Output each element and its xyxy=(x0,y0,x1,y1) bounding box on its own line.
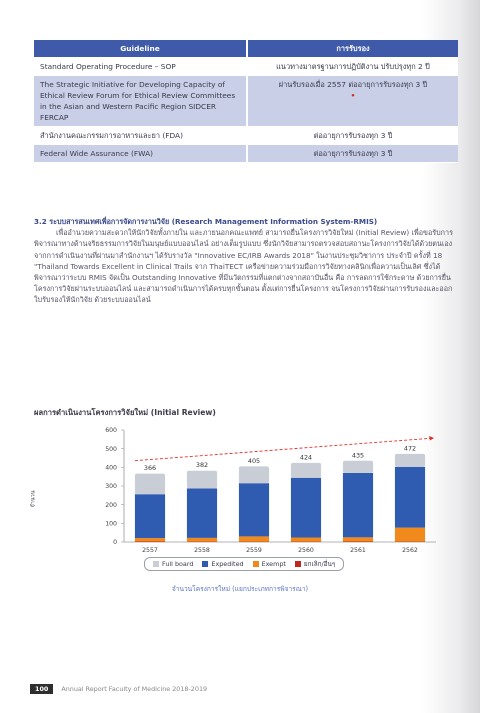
legend-item xyxy=(253,560,286,568)
y-tick-label: 600 xyxy=(105,427,117,435)
table-header-row xyxy=(34,40,458,58)
bullet-mark: • xyxy=(350,91,356,100)
bar-segment xyxy=(187,538,217,542)
y-tick-label: 0 xyxy=(113,539,117,547)
trend-line xyxy=(135,438,434,461)
bar-segment xyxy=(343,461,373,473)
guideline-cell: The Strategic Initiative for Developing Capacity of Ethical Review Forum for Ethical Review Committees in the Asian and Western Pacific Region SIDCER FERCAP xyxy=(34,76,247,127)
bar-segment xyxy=(239,483,269,536)
x-tick-label: 2561 xyxy=(350,547,366,554)
legend-label: Exempt xyxy=(261,560,286,568)
table-row xyxy=(34,58,458,76)
data-label: 405 xyxy=(247,456,261,465)
legend-label: Expedited xyxy=(211,560,244,568)
accreditation-table xyxy=(34,40,458,163)
y-tick-label: 100 xyxy=(105,520,117,528)
bar-segment xyxy=(135,538,165,541)
table-row xyxy=(34,76,458,127)
data-label: 382 xyxy=(195,461,209,470)
bar-segment xyxy=(239,466,269,483)
bar-segment xyxy=(239,536,269,541)
bar-segment xyxy=(343,537,373,541)
status-cell: แนวทางมาตรฐานการปฏิบัติงาน ปรับปรุงทุก 2 ปี xyxy=(247,58,458,76)
y-tick-label: 500 xyxy=(105,445,117,453)
bar-segment xyxy=(187,488,217,537)
footer-text: Annual Report Faculty of Medicine 2018-2019 xyxy=(61,685,208,693)
bar-segment xyxy=(343,541,373,542)
data-label: 424 xyxy=(299,453,313,462)
legend-swatch xyxy=(202,561,208,567)
rmis-section xyxy=(34,216,458,306)
status-cell: ต่ออายุการรับรองทุก 3 ปี xyxy=(247,127,458,145)
y-tick-label: 400 xyxy=(105,464,117,472)
bar-segment xyxy=(135,494,165,538)
chart-legend xyxy=(144,557,344,571)
bar-segment xyxy=(291,463,321,478)
table-row xyxy=(34,127,458,145)
header-guideline: Guideline xyxy=(34,40,247,58)
chart-title: ผลการดำเนินงานโครงการวิจัยใหม่ (Initial Review) xyxy=(34,408,216,417)
data-label: 366 xyxy=(143,464,157,473)
status-cell: ต่ออายุการรับรองทุก 3 ปี xyxy=(247,145,458,163)
legend-swatch xyxy=(295,561,301,567)
x-tick-label: 2562 xyxy=(402,547,418,554)
x-tick-label: 2557 xyxy=(142,547,158,554)
initial-review-chart xyxy=(88,424,448,574)
chart-caption: จำนวนโครงการใหม่ (แยกประเภทการพิจารณา) xyxy=(171,585,309,593)
status-cell xyxy=(247,76,458,127)
bar-segment xyxy=(135,541,165,542)
legend-item xyxy=(295,559,335,569)
bar-segment xyxy=(291,478,321,538)
table-row xyxy=(34,145,458,163)
y-tick-label: 200 xyxy=(105,501,117,509)
legend-label: Full board xyxy=(162,560,194,568)
data-label: 435 xyxy=(351,451,365,460)
legend-item xyxy=(153,560,193,568)
bar-segment xyxy=(395,467,425,528)
section-paragraph: เพื่ออำนวยความสะดวกให้นักวิจัยทั้งภายใน และภายนอกคณะแพทย์ สามารถยื่นโครงการวิจัยใหม่ (Initial Review) เพื่อขอรับการพิจารณาทางด้านจริยธรรมการวิจัยในมนุษย์แบบออนไลน์ อย่างเต็มรูปแบบ ซึ่งนักวิจัยสามารถตรวจสอบสถานะโครงการวิจัยได้ด้วยตนเอง จากการดำเนินงานที่ผ่านมาสำนักงานฯ ได้รับรางวัล "Innovative EC/IRB Awards 2018" ในงานประชุมวิชาการ ประจำปี ครั้งที่ 18 "Thailand Towards Excellent in Clinical Trails จาก ThaiTECT เครือข่ายความร่วมมือการวิจัยทางคลินิกเพื่อความเป็นเลิศ ซึ่งได้พิจารณาว่าระบบ RMIS จัดเป็น Outstanding Innovative ที่มีนวัตกรรมที่แตกต่างจากสถาบันอื่น คือ การลดการใช้กระดาษ ด้วยการยื่นโครงการวิจัยผ่านระบบออนไลน์ และสามารถดำเนินการได้ครบทุกขั้นตอน ตั้งแต่การยื่นโครงการ จนโครงการวิจัยผ่านการรับรองและออกใบรับรองให้นักวิจัย ด้วยระบบออนไลน์ xyxy=(34,228,453,305)
legend-swatch xyxy=(153,561,159,567)
bar-segment xyxy=(395,528,425,542)
status-text: ผ่านรับรองเมื่อ 2557 ต่ออายุการรับรองทุก 3 ปี xyxy=(278,80,428,89)
y-axis-label-text: จำนวน xyxy=(30,490,37,508)
bar-segment xyxy=(135,474,165,495)
bar-segment xyxy=(343,473,373,537)
guideline-cell: Federal Wide Assurance (FWA) xyxy=(34,145,247,163)
trend-arrowhead xyxy=(429,436,434,441)
data-label: 472 xyxy=(403,444,417,453)
guideline-cell: สำนักงานคณะกรรมการอาหารและยา (FDA) xyxy=(34,127,247,145)
x-tick-label: 2560 xyxy=(298,547,314,554)
section-heading: 3.2 ระบบสารสนเทศเพื่อการจัดการงานวิจัย (Research Management Information System-RMIS) xyxy=(34,217,378,226)
legend-item xyxy=(202,560,243,568)
bar-segment xyxy=(291,538,321,542)
header-certification: การรับรอง xyxy=(247,40,458,58)
page-number: 100 xyxy=(30,684,53,694)
bar-segment xyxy=(395,454,425,467)
y-axis-label xyxy=(30,480,51,520)
x-tick-label: 2559 xyxy=(246,547,262,554)
x-tick-label: 2558 xyxy=(194,547,210,554)
legend-swatch xyxy=(253,561,259,567)
page-footer xyxy=(30,684,207,694)
bar-segment xyxy=(187,471,217,489)
legend-label: ยกเลิก/อื่นๆ xyxy=(303,560,336,568)
guideline-cell: Standard Operating Procedure – SOP xyxy=(34,58,247,76)
y-tick-label: 300 xyxy=(105,483,117,491)
